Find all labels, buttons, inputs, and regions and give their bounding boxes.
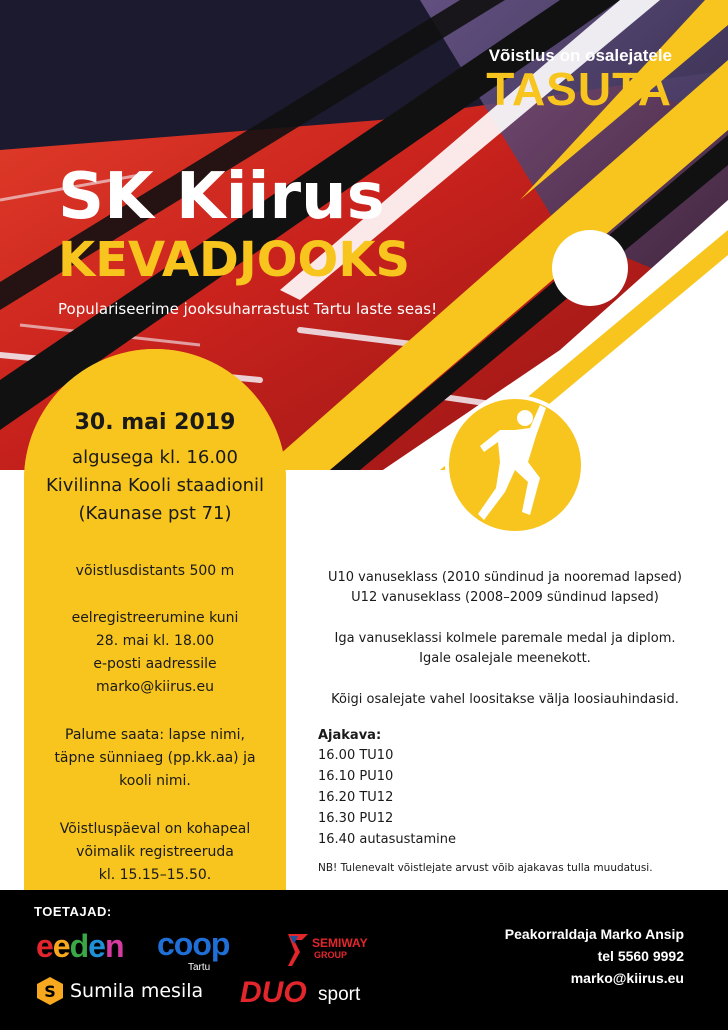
send-info-line: kooli nimi. bbox=[119, 773, 191, 789]
registration-line: e-posti aadressile bbox=[93, 656, 217, 672]
event-tagline: Populariseerime jooksuharrastust Tartu laste seas! bbox=[58, 300, 438, 318]
eeden-letter: e bbox=[52, 928, 70, 964]
coop-logo: coop bbox=[157, 926, 230, 962]
schedule-item: 16.40 autasustamine bbox=[318, 832, 456, 847]
prizes bbox=[300, 629, 710, 669]
event-date: 30. mai 2019 bbox=[74, 410, 236, 435]
distance-text: võistlusdistants 500 m bbox=[75, 563, 235, 579]
eeden-letter: e bbox=[36, 928, 53, 964]
eeden-letter: d bbox=[69, 928, 89, 964]
eeden-letter: e bbox=[88, 928, 105, 964]
duo-sport-text: sport bbox=[318, 984, 361, 1005]
onsite-line: kl. 15.15–15.50. bbox=[98, 867, 212, 883]
raffle-text: Kõigi osalejate vahel loositakse välja loosiauhindasid. bbox=[331, 692, 679, 707]
send-info-line: täpne sünniaeg (pp.kk.aa) ja bbox=[54, 750, 256, 766]
onsite-registration-block bbox=[24, 818, 286, 887]
sumila-hexagon-icon bbox=[36, 976, 64, 1006]
venue-line: algusega kl. 16.00 bbox=[72, 447, 238, 468]
semiway-mark-icon bbox=[284, 930, 310, 970]
semiway-logo-subtext: GROUP bbox=[314, 950, 348, 960]
duo-logo: DUO bbox=[240, 976, 307, 1009]
organizer-email: marko@kiirus.eu bbox=[570, 970, 684, 986]
schedule-item: 16.30 PU12 bbox=[318, 811, 394, 826]
registration-line: eelregistreerumine kuni bbox=[71, 610, 239, 626]
coop-logo-subtext: Tartu bbox=[188, 962, 211, 973]
free-notice-big: TASUTA bbox=[486, 63, 672, 115]
venue-line: (Kaunase pst 71) bbox=[78, 503, 232, 524]
registration-line: 28. mai kl. 18.00 bbox=[95, 633, 215, 649]
schedule-item: 16.00 TU10 bbox=[318, 748, 394, 763]
event-venue bbox=[24, 444, 286, 528]
schedule-item: 16.10 PU10 bbox=[318, 769, 394, 784]
footer bbox=[0, 890, 728, 1030]
free-notice-line: Võistlus on osalejatele bbox=[488, 46, 672, 65]
age-classes bbox=[300, 568, 710, 608]
eeden-letter: n bbox=[104, 928, 124, 964]
registration-block bbox=[24, 607, 286, 699]
schedule-note: NB! Tulenevalt võistlejate arvust võib ajakavas tulla muudatusi. bbox=[318, 862, 653, 874]
event-title-sub: KEVADJOOKS bbox=[58, 232, 411, 288]
eeden-logo bbox=[36, 928, 123, 965]
prize-line: Igale osalejale meenekott. bbox=[419, 651, 591, 666]
organizer-name: Peakorraldaja Marko Ansip bbox=[504, 926, 684, 942]
registration-email: marko@kiirus.eu bbox=[96, 679, 214, 695]
sumila-mesila-logo: Sumila mesila bbox=[70, 980, 204, 1002]
send-info-block bbox=[24, 724, 286, 793]
schedule-item: 16.20 TU12 bbox=[318, 790, 394, 805]
organizer-phone: tel 5560 9992 bbox=[597, 948, 684, 964]
age-class-line: U12 vanuseklass (2008–2009 sündinud lapsed) bbox=[351, 590, 659, 605]
sponsors-label: TOETAJAD: bbox=[34, 904, 112, 919]
send-info-line: Palume saata: lapse nimi, bbox=[65, 727, 245, 743]
prize-line: Iga vanuseklassi kolmele paremale medal ja diplom. bbox=[334, 631, 676, 646]
semiway-logo: SEMIWAY bbox=[312, 936, 368, 950]
schedule-label-text: Ajakava bbox=[318, 728, 376, 743]
onsite-line: Võistluspäeval on kohapeal bbox=[59, 821, 251, 837]
onsite-line: võimalik registreeruda bbox=[76, 844, 234, 860]
schedule-label: Ajakava: bbox=[318, 728, 382, 743]
event-title-main: SK Kiirus bbox=[58, 160, 385, 234]
venue-line: Kivilinna Kooli staadionil bbox=[45, 475, 265, 496]
svg-text:S: S bbox=[44, 982, 56, 1001]
age-class-line: U10 vanuseklass (2010 sündinud ja nooremad lapsed) bbox=[327, 570, 682, 585]
